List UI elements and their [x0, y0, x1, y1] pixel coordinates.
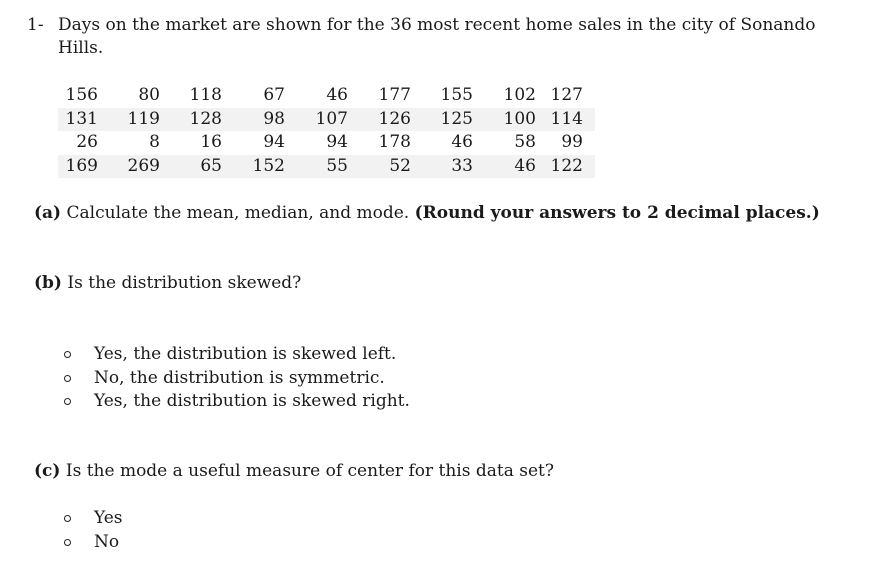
table-cell: 33 [411, 155, 473, 179]
part-a-label: (a) [34, 203, 62, 223]
table-cell: 128 [160, 108, 222, 132]
option-label: No, the distribution is symmetric. [94, 367, 385, 388]
table-cell: 46 [326, 85, 348, 106]
table-cell: 65 [160, 155, 222, 179]
radio-icon[interactable] [64, 515, 71, 522]
option-label: Yes, the distribution is skewed left. [94, 344, 397, 364]
table-cell: 55 [285, 155, 348, 179]
question-number: 1- [27, 15, 44, 35]
table-cell: 107 [285, 108, 348, 132]
radio-icon[interactable] [64, 351, 71, 358]
radio-icon[interactable] [64, 539, 71, 546]
radio-icon[interactable] [64, 375, 71, 382]
table-cell: 102 [503, 85, 536, 106]
table-cell: 169 [58, 155, 98, 179]
table-cell: 99 [561, 132, 583, 153]
table-cell: 67 [263, 85, 285, 106]
part-a-text: Calculate the mean, median, and mode. [61, 203, 415, 223]
table-cell: 125 [411, 108, 473, 132]
table-cell: 58 [514, 132, 536, 153]
part-c-label: (c) [34, 461, 61, 481]
option-label: No [94, 531, 120, 552]
part-c-text: Is the mode a useful measure of center for this data set? [60, 461, 554, 481]
table-cell: 8 [149, 132, 160, 153]
table-cell: 127 [550, 85, 583, 106]
option-label: Yes [94, 508, 123, 528]
table-cell: 126 [348, 108, 411, 132]
table-row [58, 108, 595, 132]
part-b-text: Is the distribution skewed? [61, 273, 302, 293]
table-cell: 118 [189, 85, 222, 106]
table-cell: 94 [326, 132, 348, 153]
part-b-prompt [34, 272, 301, 295]
table-cell: 114 [536, 108, 595, 132]
radio-icon[interactable] [64, 398, 71, 405]
part-b-label: (b) [34, 273, 62, 293]
table-row [58, 131, 595, 155]
table-cell: 131 [58, 108, 98, 132]
table-cell: 122 [536, 155, 595, 179]
table-cell: 52 [348, 155, 411, 179]
table-cell: 46 [451, 132, 473, 153]
part-a-rounding-note: (Round your answers to 2 decimal places.) [414, 203, 820, 223]
table-cell: 269 [98, 155, 160, 179]
table-cell: 100 [473, 108, 536, 132]
table-cell: 119 [98, 108, 160, 132]
table-cell: 152 [222, 155, 285, 179]
part-c-prompt [34, 460, 554, 483]
table-cell: 46 [473, 155, 536, 179]
table-cell: 177 [378, 85, 411, 106]
table-row [58, 155, 595, 179]
table-cell: 156 [65, 85, 98, 106]
question-text: Days on the market are shown for the 36 most recent home sales in the city of Sonando Hills. [58, 15, 816, 58]
table-cell: 16 [200, 132, 222, 153]
option-label: Yes, the distribution is skewed right. [94, 391, 410, 411]
table-cell: 178 [378, 132, 411, 153]
table-cell: 80 [138, 85, 160, 106]
table-cell: 26 [76, 132, 98, 153]
days-on-market-table [58, 84, 595, 178]
table-row [58, 84, 595, 108]
table-cell: 94 [263, 132, 285, 153]
part-a-prompt [34, 202, 820, 225]
table-cell: 98 [222, 108, 285, 132]
table-cell: 155 [440, 85, 473, 106]
